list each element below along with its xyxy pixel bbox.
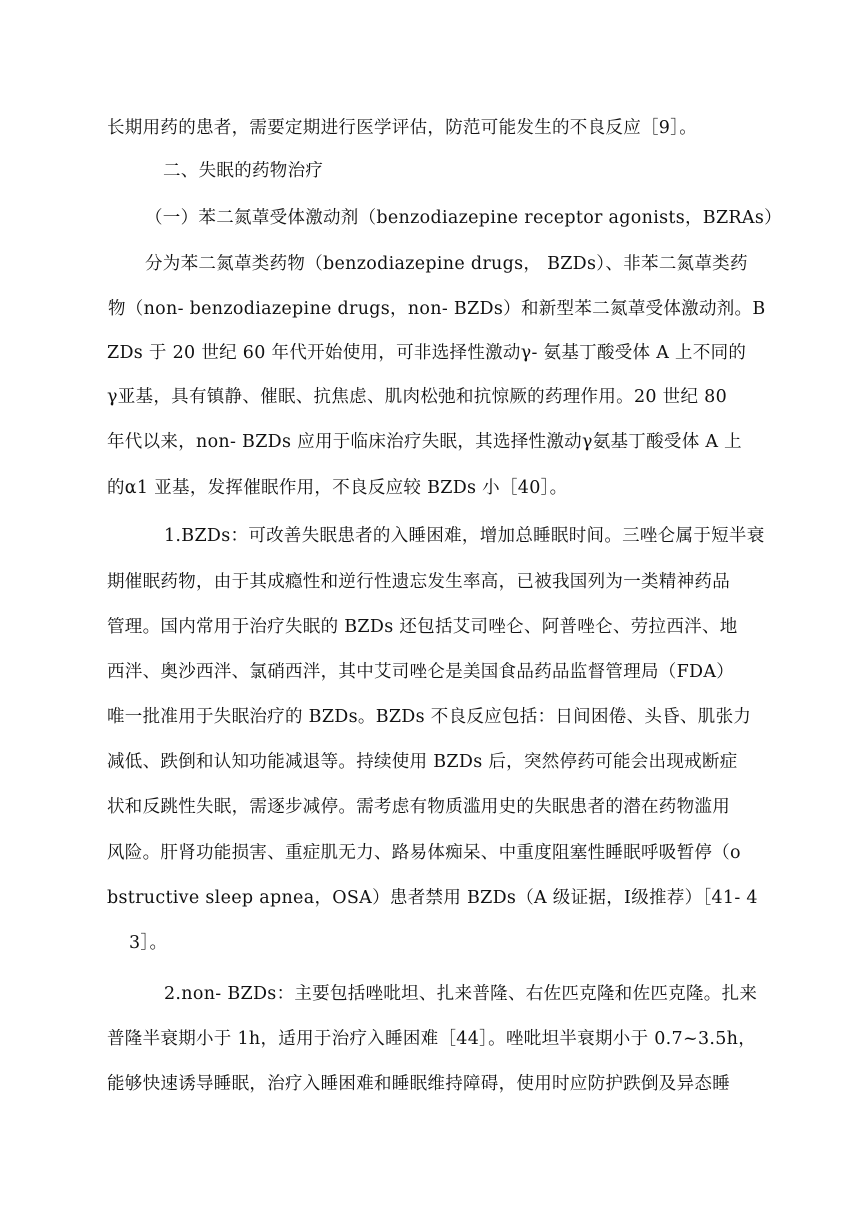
section-heading: 二、失眠的药物治疗 <box>163 161 324 181</box>
text-line: 唯一批准用于失眠治疗的 BZDs。BZDs 不良反应包括：日间困倦、头昏、肌张力 <box>107 707 752 727</box>
text-line: 长期用药的患者，需要定期进行医学评估，防范可能发生的不良反应［9］。 <box>107 118 698 138</box>
text-line: 物（non- benzodiazepine drugs，non- BZDs）和新型苯二氮䓬受体激动剂。B <box>108 299 766 319</box>
text-line: 普隆半衰期小于 1h，适用于治疗入睡困难［44］。唑吡坦半衰期小于 0.7~3.5h， <box>107 1029 757 1049</box>
text-line: ZDs 于 20 世纪 60 年代开始使用，可非选择性激动γ- 氨基丁酸受体 A 上不同的 <box>107 343 747 363</box>
text-line: 西泮、奥沙西泮、氯硝西泮，其中艾司唑仑是美国食品药品监督管理局（FDA） <box>107 662 735 682</box>
text-line: 状和反跳性失眠，需逐步减停。需考虑有物质滥用史的失眠患者的潜在药物滥用 <box>107 797 730 817</box>
subsection-heading: （一）苯二氮䓬受体激动剂（benzodiazepine receptor agonists，BZRAs） <box>145 208 782 228</box>
text-line: 2.non- BZDs：主要包括唑吡坦、扎来普隆、右佐匹克隆和佐匹克隆。扎来 <box>164 984 758 1004</box>
text-line: 管理。国内常用于治疗失眠的 BZDs 还包括艾司唑仑、阿普唑仑、劳拉西泮、地 <box>107 617 738 637</box>
text-line: 1.BZDs：可改善失眠患者的入睡困难，增加总睡眠时间。三唑仑属于短半衰 <box>164 526 765 546</box>
text-line: 的α1 亚基，发挥催眠作用，不良反应较 BZDs 小［40］。 <box>107 478 568 498</box>
text-line: bstructive sleep apnea，OSA）患者禁用 BZDs（A 级证据，Ⅰ级推荐）［41- 4 <box>107 888 758 908</box>
text-line: 年代以来，non- BZDs 应用于临床治疗失眠，其选择性激动γ氨基丁酸受体 A 上 <box>107 432 742 452</box>
text-line: 分为苯二氮䓬类药物（benzodiazepine drugs， BZDs）、非苯二氮䓬类药 <box>145 254 748 274</box>
text-line: 3］。 <box>129 933 168 953</box>
text-line: 期催眠药物，由于其成瘾性和逆行性遗忘发生率高，已被我国列为一类精神药品 <box>107 572 730 592</box>
text-line: γ亚基，具有镇静、催眠、抗焦虑、肌肉松弛和抗惊厥的药理作用。20 世纪 80 <box>107 387 728 407</box>
text-line: 能够快速诱导睡眠，治疗入睡困难和睡眠维持障碍，使用时应防护跌倒及异态睡 <box>107 1074 730 1094</box>
text-line: 减低、跌倒和认知功能减退等。持续使用 BZDs 后，突然停药可能会出现戒断症 <box>107 752 738 772</box>
text-line: 风险。肝肾功能损害、重症肌无力、路易体痴呆、中重度阻塞性睡眠呼吸暂停（o <box>107 843 741 863</box>
